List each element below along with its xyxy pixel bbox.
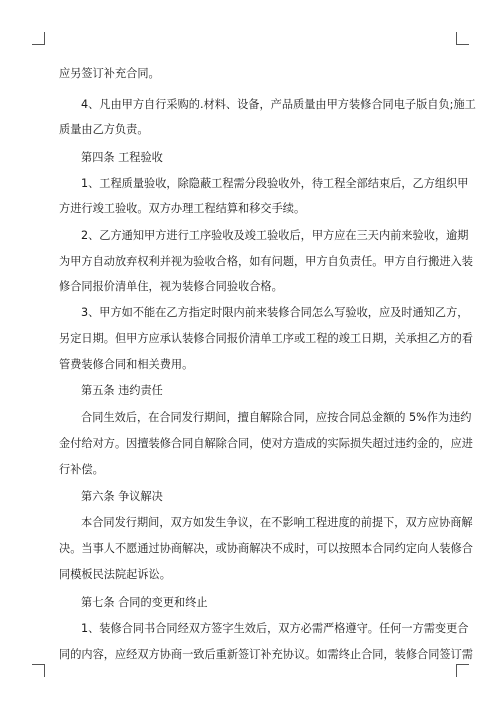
- text-line: 金付给对方。因擅装修合同自解除合同，使对方造成的实际损失超过违约金的，应进: [59, 437, 473, 450]
- crop-mark-top-left: [32, 32, 45, 45]
- text-line: 合同生效后，在合同发行期间，擅自解除合同，应按合同总金额的 5%作为违约: [81, 411, 472, 424]
- section-heading: 第七条 合同的变更和终止: [81, 596, 208, 609]
- text-line: 另定日期。但甲方应承认装修合同报价清单工序或工程的竣工日期，关承担乙方的看: [59, 332, 473, 345]
- section-heading: 第四条 工程验收: [81, 151, 163, 164]
- text-line: 3、甲方如不能在乙方指定时限内前来装修合同怎么写验收，应及时通知乙方，: [81, 306, 469, 319]
- section-heading: 第六条 争议解决: [81, 490, 163, 503]
- crop-mark-bottom-left: [32, 664, 45, 677]
- text-line: 4、凡由甲方自行采购的.材料、设备，产品质量由甲方装修合同电子版自负;施工: [81, 98, 476, 111]
- text-line: 2、乙方通知甲方进行工序验收及竣工验收后，甲方应在三天内前来验收，逾期: [81, 229, 469, 242]
- crop-mark-bottom-right: [456, 664, 469, 677]
- text-line: 质量由乙方负责。: [59, 123, 149, 136]
- text-line: 行补偿。: [59, 463, 104, 476]
- text-line: 为甲方自动放弃权利并视为验收合格，如有问题，甲方自负责任。甲方自行搬进入装: [59, 255, 473, 268]
- text-line: 本合同发行期间，双方如发生争议，在不影响工程进度的前提下，双方应协商解: [81, 516, 473, 529]
- text-line: 决。当事人不愿通过协商解决，或协商解决不成时，可以按照本合同约定向人装修合: [59, 542, 473, 555]
- text-line: 1、工程质量验收，除隐蔽工程需分段验收外，待工程全部结束后，乙方组织甲: [81, 177, 469, 190]
- text-line: 管费装修合同和相关费用。: [59, 358, 194, 371]
- text-line: 方进行竣工验收。双方办理工程结算和移交手续。: [59, 202, 306, 215]
- text-line: 应另签订补充合同。: [59, 67, 160, 80]
- text-line: 同模板民法院起诉讼。: [59, 568, 171, 581]
- section-heading: 第五条 违约责任: [81, 384, 163, 397]
- text-line: 同的内容，应经双方协商一致后重新签订补充协议。如需终止合同，装修合同签订需: [59, 648, 473, 661]
- text-line: 1、装修合同书合同经双方签字生效后，双方必需严格遵守。任何一方需变更合: [81, 622, 469, 635]
- text-line: 修合同报价清单住，视为装修合同验收合格。: [59, 280, 283, 293]
- crop-mark-top-right: [456, 32, 469, 45]
